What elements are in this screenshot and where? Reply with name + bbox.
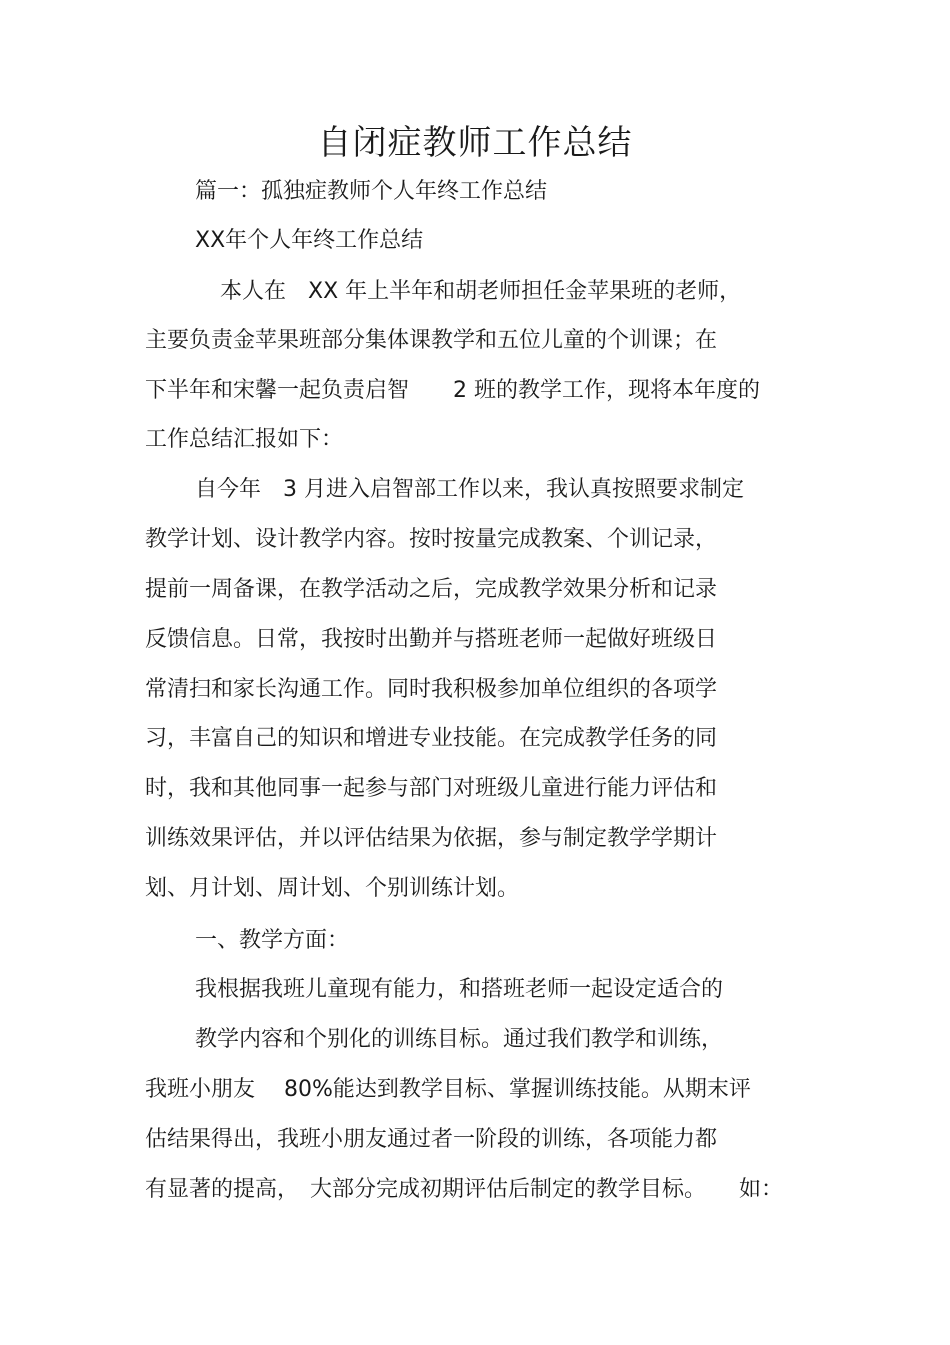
section-heading-teaching: 一、教学方面： [195,928,350,953]
paragraph-2-line-7: 时，我和其他同事一起参与部门对班级儿童进行能力评估和 [145,776,718,801]
paragraph-3-line-4: 估结果得出，我班小朋友通过者一阶段的训练，各项能力都 [145,1127,718,1152]
paragraph-3-line-2: 教学内容和个别化的训练目标。通过我们教学和训练， [195,1027,724,1052]
paragraph-1-line-3: 下半年和宋馨一起负责启智 2 班的教学工作，现将本年度的 [145,378,760,403]
paragraph-3-line-5: 有显著的提高， 大部分完成初期评估后制定的教学目标。 如： [145,1177,784,1202]
paragraph-1-line-4: 工作总结汇报如下： [145,427,344,452]
paragraph-2-line-1: 自今年 3 月进入启智部工作以来，我认真按照要求制定 [195,477,744,502]
paragraph-2-line-6: 习，丰富自己的知识和增进专业技能。在完成教学任务的同 [145,726,718,751]
paragraph-2-line-8: 训练效果评估，并以评估结果为依据，参与制定教学学期计 [145,826,718,851]
paragraph-2-line-9: 划、月计划、周计划、个别训练计划。 [145,876,520,901]
paragraph-1-line-1: 本人在 XX 年上半年和胡老师担任金苹果班的老师， [220,279,742,304]
document-heading: XX年个人年终工作总结 [195,228,424,253]
paragraph-1-line-2: 主要负责金苹果班部分集体课教学和五位儿童的个训课；在 [145,328,718,353]
paragraph-2-line-4: 反馈信息。日常，我按时出勤并与搭班老师一起做好班级日 [145,627,718,652]
paragraph-3-line-3: 我班小朋友 80%能达到教学目标、掌握训练技能。从期末评 [145,1077,751,1102]
paragraph-2-line-2: 教学计划、设计教学内容。按时按量完成教案、个训记录， [145,527,718,552]
paragraph-2-line-5: 常清扫和家长沟通工作。同时我积极参加单位组织的各项学 [145,677,718,702]
document-title: 自闭症教师工作总结 [317,123,633,163]
document-subtitle: 篇一：孤独症教师个人年终工作总结 [195,179,548,204]
paragraph-2-line-3: 提前一周备课，在教学活动之后，完成教学效果分析和记录 [145,577,718,602]
paragraph-3-line-1: 我根据我班儿童现有能力，和搭班老师一起设定适合的 [195,977,724,1002]
